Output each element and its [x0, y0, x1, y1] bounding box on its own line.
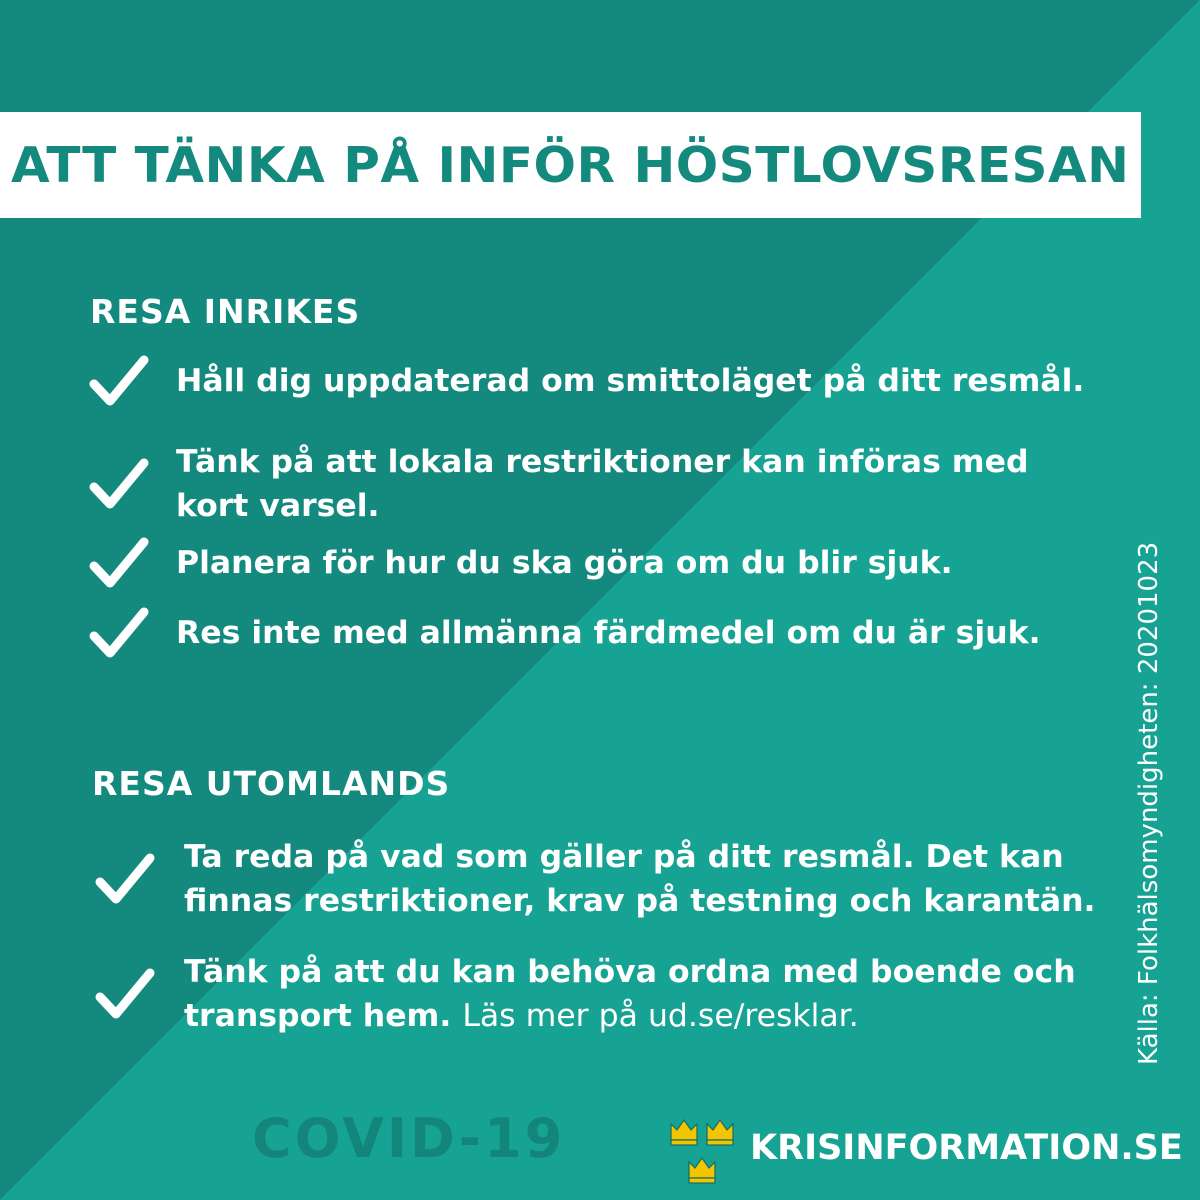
checkmark-icon: [88, 606, 150, 660]
list-item: [88, 440, 1029, 528]
item-line: Tänk på att lokala restriktioner kan införas med: [176, 444, 1029, 480]
brand-name[interactable]: KRISINFORMATION.SE: [750, 1128, 1183, 1168]
item-line: Res inte med allmänna färdmedel om du är sjuk.: [176, 615, 1041, 651]
checkmark-icon: [94, 967, 156, 1021]
item-line: Håll dig uppdaterad om smittoläget på ditt resmål.: [176, 363, 1085, 399]
read-more-text: Läs mer på ud.se/resklar.: [462, 998, 859, 1034]
item-line: kort varsel.: [176, 488, 380, 524]
page-title: ATT TÄNKA PÅ INFÖR HÖSTLOVSRESAN: [11, 136, 1130, 194]
item-line: Ta reda på vad som gäller på ditt resmål. Det kan: [184, 839, 1064, 875]
item-line: Planera för hur du ska göra om du blir sjuk.: [176, 545, 953, 581]
list-item: [94, 950, 1076, 1038]
list-item: [88, 606, 1041, 660]
checkmark-icon: [88, 457, 150, 511]
list-item: [88, 354, 1084, 408]
section-heading-abroad: RESA UTOMLANDS: [92, 764, 451, 803]
list-item: [88, 536, 953, 590]
checkmark-icon: [94, 852, 156, 906]
covid-label: COVID-19: [252, 1107, 566, 1170]
source-credit: Källa: Folkhälsomyndigheten: 20201023: [1134, 541, 1164, 1065]
three-crowns-icon: [668, 1110, 736, 1186]
item-line: transport hem.: [184, 998, 452, 1034]
title-banner: [0, 112, 1141, 218]
list-item: [94, 835, 1096, 923]
item-line: finnas restriktioner, krav på testning och karantän.: [184, 883, 1096, 919]
item-line: Tänk på att du kan behöva ordna med boende och: [184, 954, 1076, 990]
checkmark-icon: [88, 536, 150, 590]
checkmark-icon: [88, 354, 150, 408]
section-heading-domestic: RESA INRIKES: [90, 292, 361, 331]
brand-lockup: [668, 1110, 1183, 1186]
